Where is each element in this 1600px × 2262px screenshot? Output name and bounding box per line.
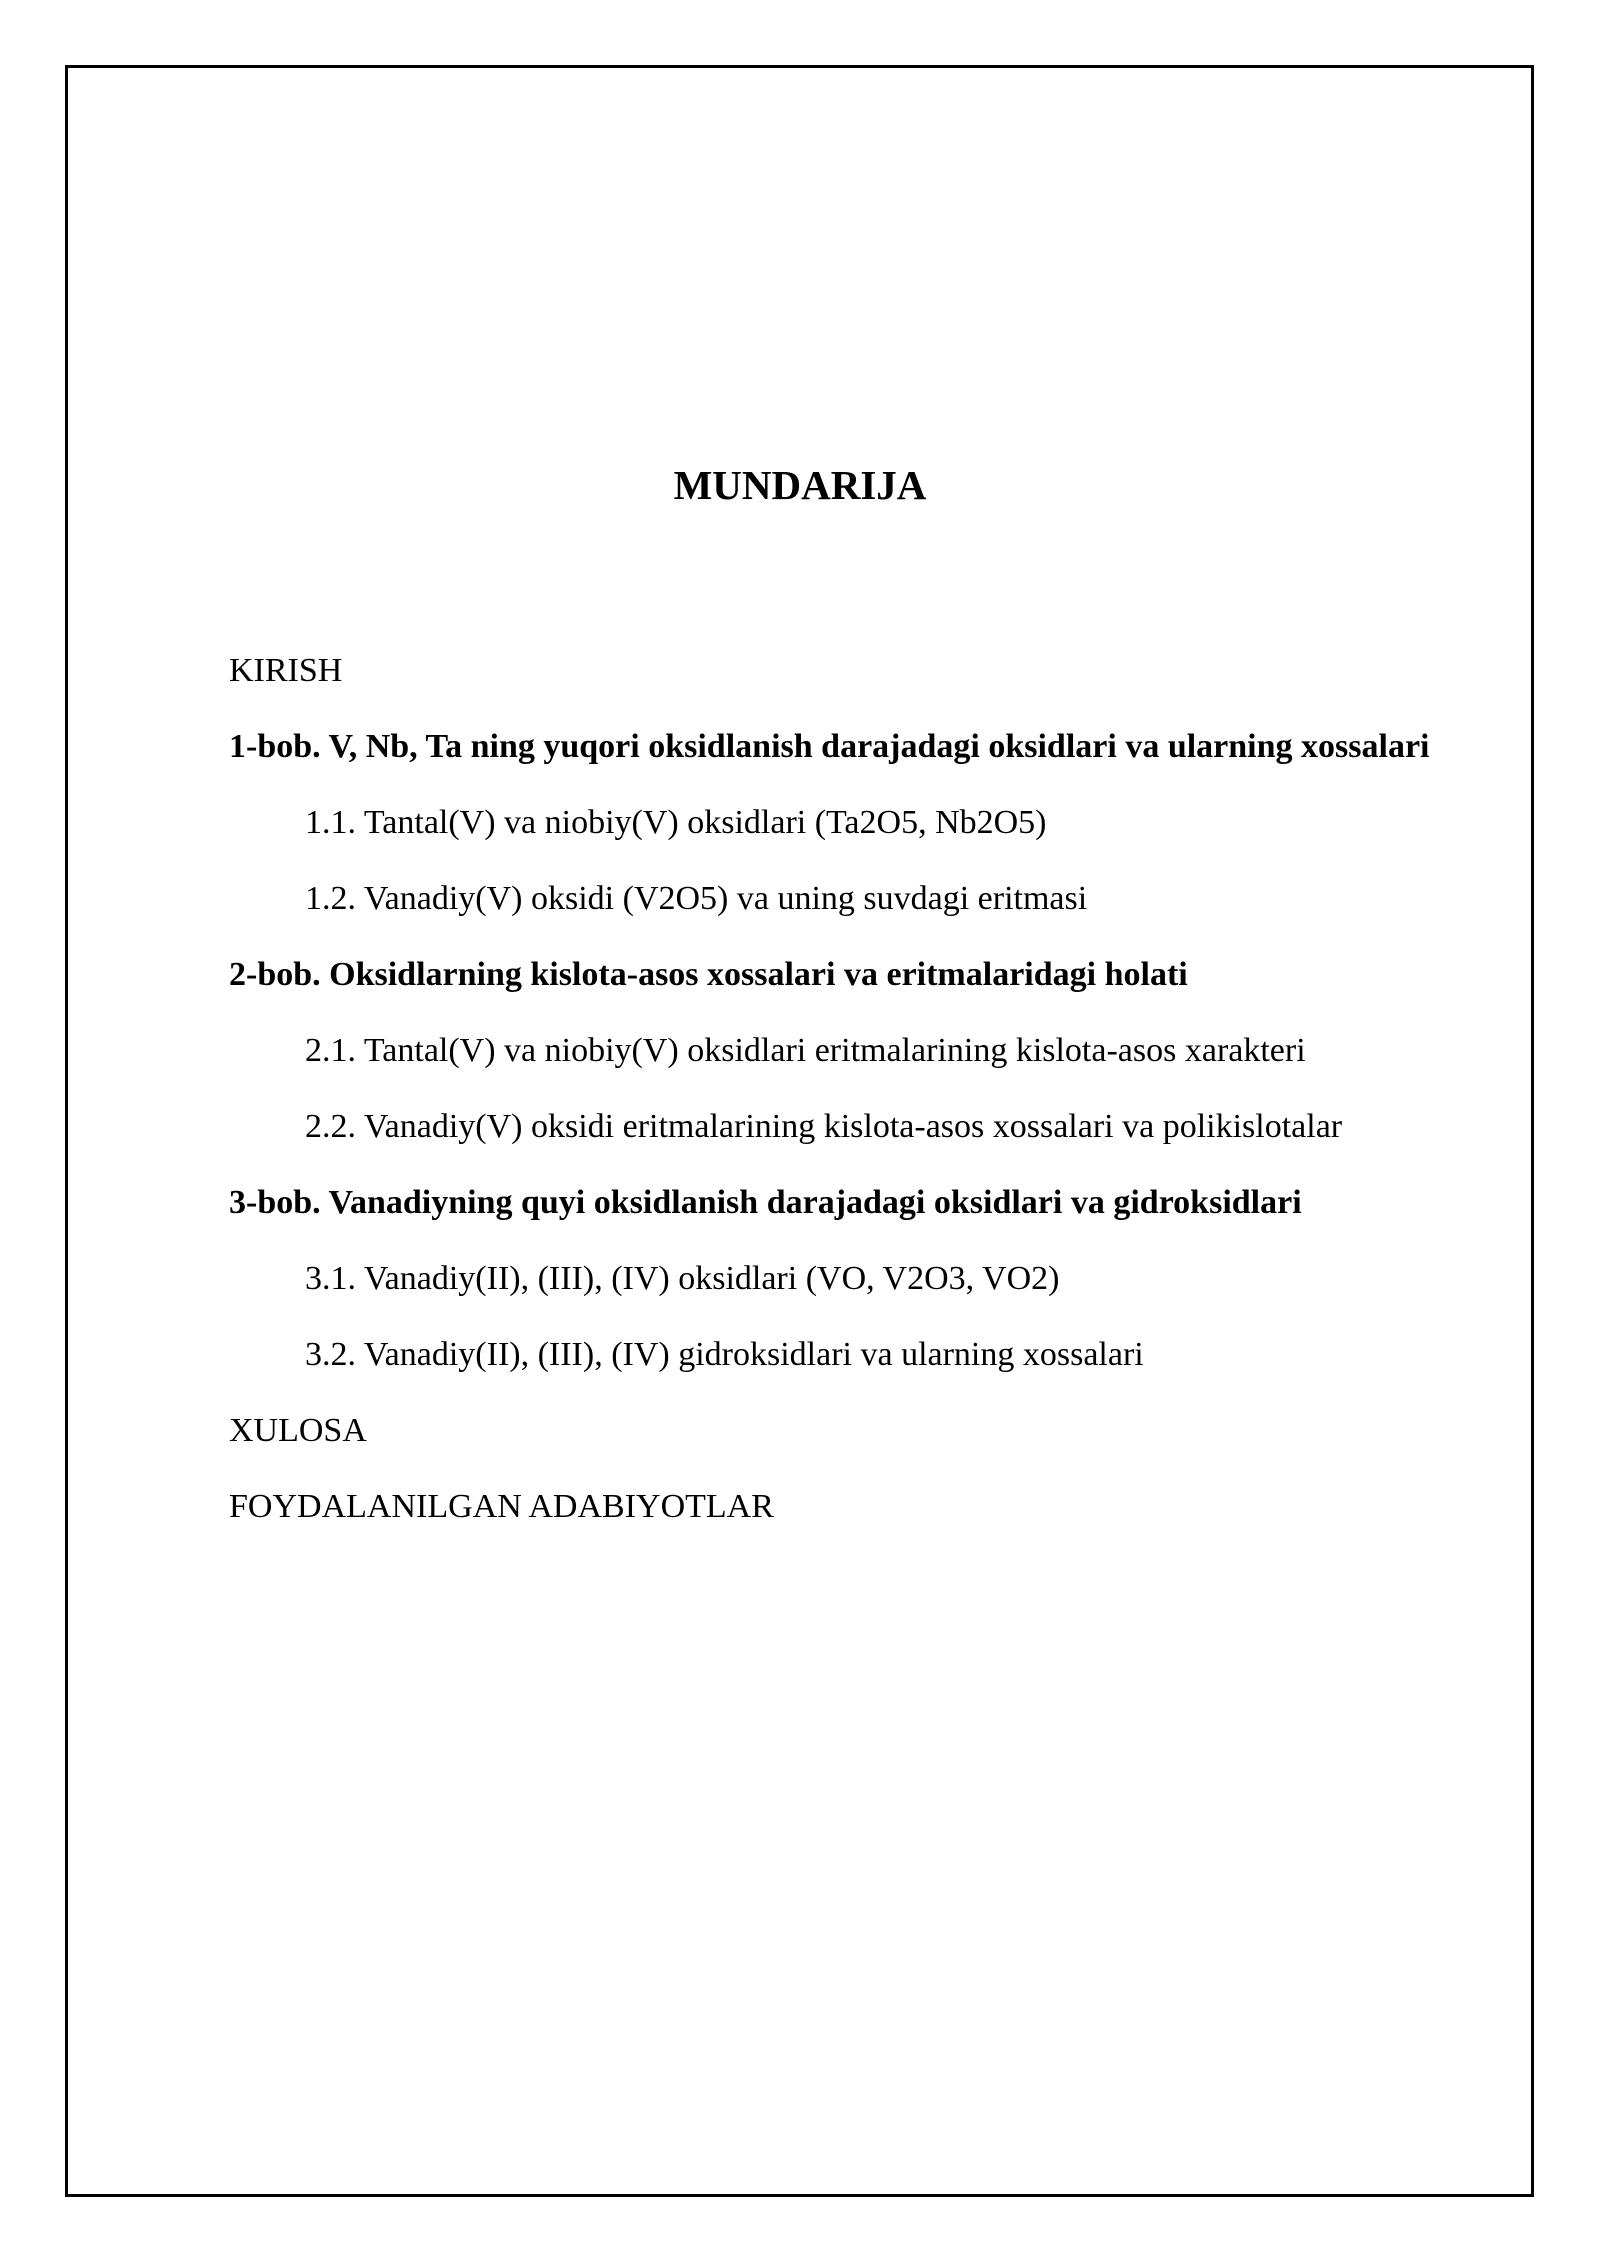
toc-entry-introduction: KIRISH: [229, 652, 343, 689]
toc-section-2-2: 2.2. Vanadiy(V) oksidi eritmalarining kislota-asos xossalari va polikislotalar: [305, 1108, 1343, 1145]
toc-chapter-3: 3-bob. Vanadiyning quyi oksidlanish darajadagi oksidlari va gidroksidlari: [229, 1184, 1302, 1221]
page-title: MUNDARIJA: [673, 462, 927, 508]
toc-section-3-1: 3.1. Vanadiy(II), (III), (IV) oksidlari (VO, V2O3, VO2): [305, 1260, 1060, 1297]
toc-chapter-1: 1-bob. V, Nb, Ta ning yuqori oksidlanish darajadagi oksidlari va ularning xossalari: [229, 728, 1430, 765]
toc-entry-references: FOYDALANILGAN ADABIYOTLAR: [229, 1488, 774, 1525]
table-of-contents: [229, 638, 1489, 1550]
toc-section-3-2: 3.2. Vanadiy(II), (III), (IV) gidroksidlari va ularning xossalari: [305, 1336, 1144, 1373]
toc-entry-conclusion: XULOSA: [229, 1412, 367, 1449]
toc-section-1-1: 1.1. Tantal(V) va niobiy(V) oksidlari (Ta2O5, Nb2O5): [305, 804, 1047, 841]
toc-chapter-2: 2-bob. Oksidlarning kislota-asos xossalari va eritmalaridagi holati: [229, 956, 1188, 993]
toc-section-1-2: 1.2. Vanadiy(V) oksidi (V2O5) va uning suvdagi eritmasi: [305, 880, 1088, 917]
toc-section-2-1: 2.1. Tantal(V) va niobiy(V) oksidlari eritmalarining kislota-asos xarakteri: [305, 1032, 1306, 1069]
